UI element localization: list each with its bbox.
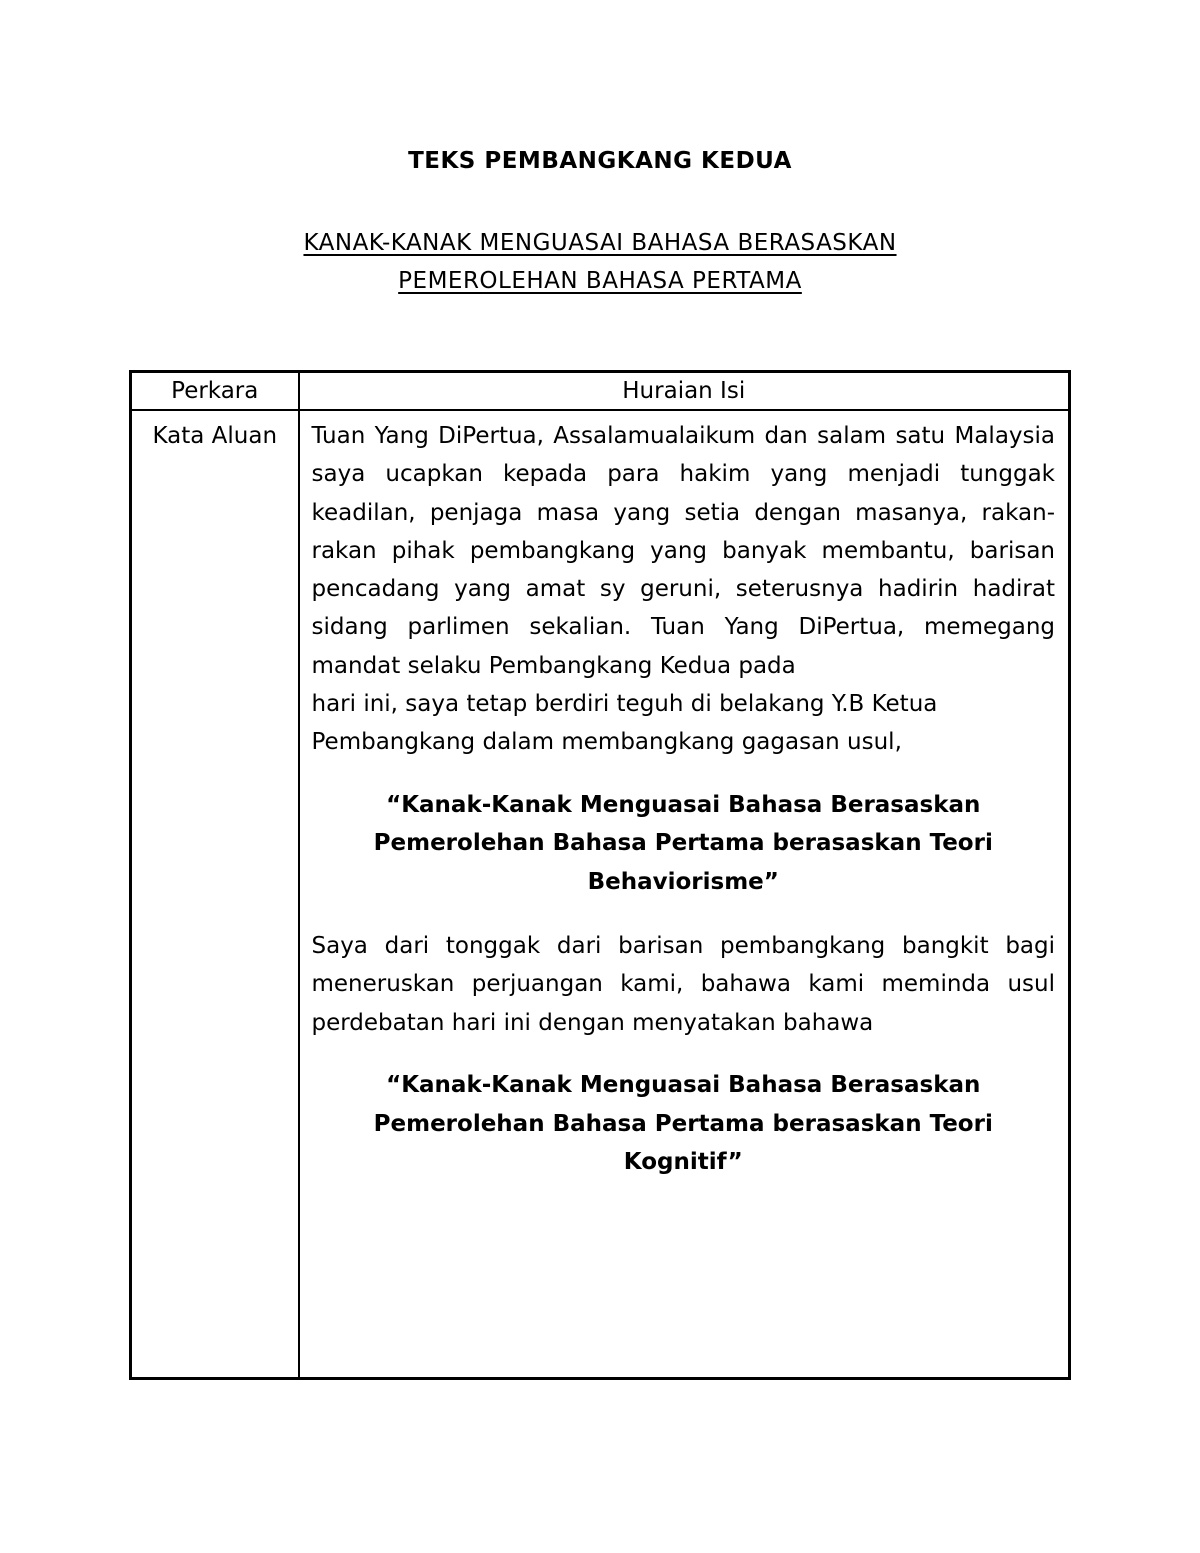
original-motion-quote: “Kanak-Kanak Menguasai Bahasa Berasaskan Pemerolehan Bahasa Pertama berasaskan Teori Behaviorisme” xyxy=(373,791,993,895)
opening-paragraph: Tuan Yang DiPertua, Assalamualaikum dan salam satu Malaysia saya ucapkan kepada para hakim yang menjadi tunggak keadilan, penjaga masa yang setia dengan masanya, rakan-rakan pihak pembangkang yang banyak membantu, barisan pencadang yang amat sy geruni, seterusnya hadirin hadirat sidang parlimen sekalian. Tuan Yang DiPertua, memegang mandat selaku Pembangkang Kedua pada xyxy=(311,423,1055,679)
subtitle-line-1: KANAK-KANAK MENGUASAI BAHASA BERASASKAN xyxy=(303,230,897,256)
stance-paragraph: hari ini, saya tetap berdiri teguh di belakang Y.B Ketua Pembangkang dalam membangkang gagasan usul, xyxy=(311,691,938,756)
amended-motion-quote: “Kanak-Kanak Menguasai Bahasa Berasaskan Pemerolehan Bahasa Pertama berasaskan Teori Kognitif” xyxy=(373,1072,993,1176)
document-subtitle xyxy=(0,224,1200,300)
amendment-paragraph: Saya dari tonggak dari barisan pembangkang bangkit bagi meneruskan perjuangan kami, bahawa kami meminda usul perdebatan hari ini dengan menyatakan bahawa xyxy=(311,933,1055,1036)
row-label-kata-aluan: Kata Aluan xyxy=(131,410,299,1379)
table-header-row xyxy=(131,372,1070,411)
page-title: TEKS PEMBANGKANG KEDUA xyxy=(408,148,792,174)
table-row xyxy=(131,410,1070,1379)
content-table xyxy=(129,370,1071,1380)
subtitle-line-2: PEMEROLEHAN BAHASA PERTAMA xyxy=(398,268,802,294)
row-content xyxy=(299,410,1070,1379)
header-huraian-isi: Huraian Isi xyxy=(299,372,1070,411)
header-perkara: Perkara xyxy=(131,372,299,411)
